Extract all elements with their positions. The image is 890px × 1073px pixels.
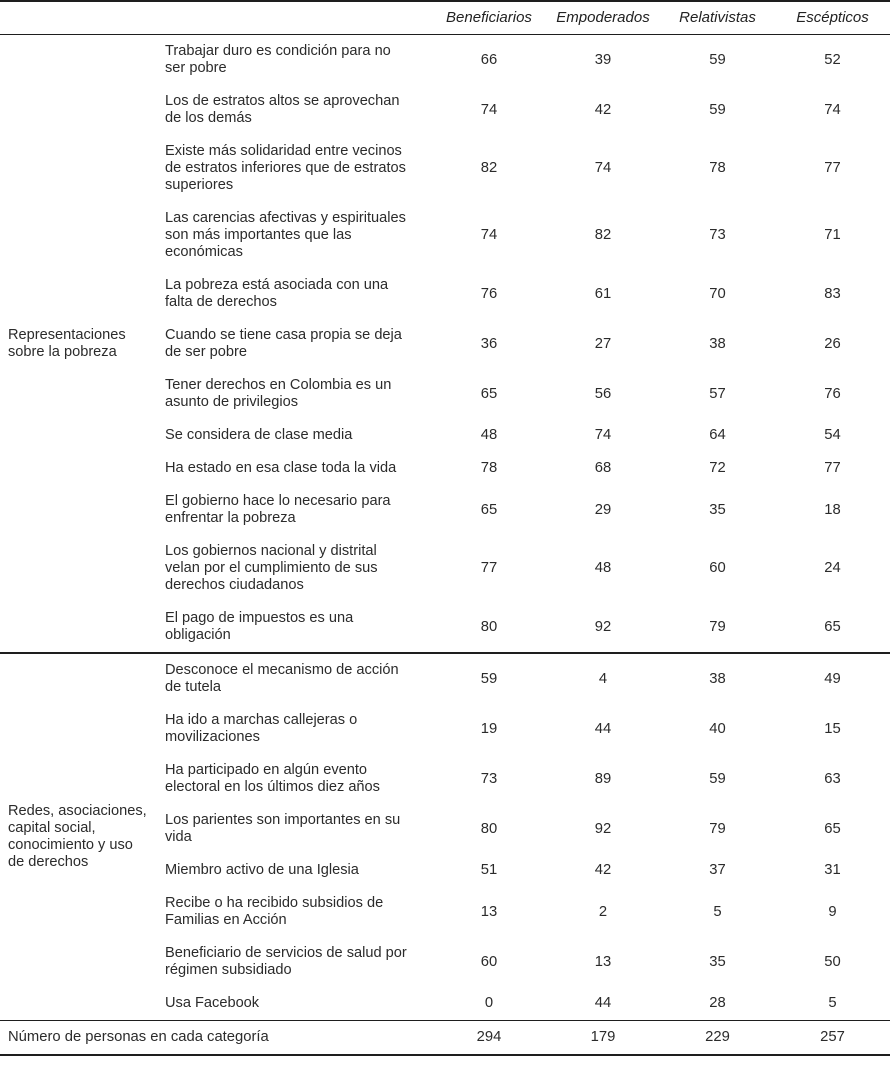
value-cell: 78 [709, 160, 726, 176]
value-cell: 0 [484, 995, 494, 1011]
row-label: Usa Facebook [165, 995, 260, 1011]
value-cell: 65 [480, 501, 498, 518]
value-cell: 77 [480, 560, 498, 576]
value-cell: 27 [594, 335, 612, 352]
value-cell: 78 [480, 460, 498, 476]
footer-label: Número de personas en cada categoría [0, 1021, 432, 1056]
row-label: El pago de impuestos es una obligación [165, 610, 354, 643]
row-label: Los de estratos altos se aprovechan de los demás [165, 93, 400, 126]
footer-value-cell: 294 [432, 1021, 546, 1056]
value-cell: 42 [594, 862, 612, 878]
value-cell: 60 [480, 953, 498, 970]
section-representaciones [0, 35, 890, 654]
value-cell: 57 [709, 385, 726, 402]
value-cell: 52 [824, 51, 841, 68]
value-cell: 74 [594, 160, 612, 176]
value-cell: 60 [709, 560, 726, 576]
header-spacer-item [160, 1, 432, 35]
value-cell: 77 [824, 160, 841, 176]
value-cell: 77 [824, 460, 841, 476]
value-cell: 13 [594, 953, 612, 970]
value-cell: 28 [709, 995, 726, 1011]
table-header [0, 1, 890, 35]
row-label: Recibe o ha recibido subsidios de Familias en Acción [165, 895, 384, 928]
value-cell: 49 [775, 653, 890, 704]
value-cell: 9 [828, 903, 837, 920]
value-cell: 65 [824, 820, 841, 837]
row-label: Los parientes son importantes en su vida [165, 812, 401, 845]
value-cell: 26 [824, 335, 841, 352]
row-label: Beneficiario de servicios de salud por régimen subsidiado [165, 945, 407, 978]
value-cell: 50 [824, 953, 841, 970]
value-cell: 82 [480, 160, 498, 176]
value-cell: 74 [594, 427, 612, 443]
value-cell: 35 [709, 501, 726, 518]
section-redes [0, 653, 890, 1021]
column-header-beneficiarios: Beneficiarios [432, 1, 546, 35]
footer-value-cell: 179 [546, 1021, 660, 1056]
value-cell: 65 [480, 385, 498, 402]
row-label: Tener derechos en Colombia es un asunto de privilegios [165, 377, 392, 410]
value-cell: 44 [594, 720, 612, 737]
value-cell: 29 [594, 501, 612, 518]
row-label: Miembro activo de una Iglesia [165, 862, 359, 878]
footer-value-cell: 257 [775, 1021, 890, 1056]
table-row [0, 35, 890, 86]
value-cell: 76 [480, 285, 498, 302]
table-footer [0, 1021, 890, 1056]
value-cell: 2 [598, 903, 608, 920]
value-cell: 74 [824, 101, 841, 118]
value-cell: 54 [824, 427, 841, 443]
value-cell: 74 [480, 101, 498, 118]
value-cell: 79 [709, 618, 726, 635]
value-cell: 83 [824, 285, 841, 302]
row-label: Se considera de clase media [165, 427, 353, 443]
value-cell: 39 [594, 51, 612, 68]
header-spacer-category [0, 1, 160, 35]
value-cell: 73 [709, 227, 726, 243]
table-row [0, 653, 890, 704]
value-cell: 64 [709, 427, 726, 443]
row-label: Trabajar duro es condición para no ser pobre [165, 43, 391, 76]
value-cell: 42 [594, 101, 612, 118]
value-cell: 92 [594, 618, 612, 635]
value-cell: 48 [594, 560, 612, 576]
footer-value-cell: 229 [660, 1021, 775, 1056]
value-cell: 13 [480, 903, 498, 920]
value-cell: 31 [824, 862, 841, 878]
value-cell: 71 [824, 227, 841, 243]
value-cell: 73 [480, 770, 498, 787]
value-cell: 79 [709, 820, 726, 837]
value-cell: 56 [594, 385, 612, 402]
value-cell: 37 [709, 862, 726, 878]
value-cell: 80 [480, 820, 498, 837]
value-cell: 38 [709, 335, 726, 352]
value-cell: 70 [709, 285, 726, 302]
value-cell: 24 [824, 560, 841, 576]
value-cell: 74 [480, 227, 498, 243]
value-cell: 89 [594, 770, 612, 787]
value-cell: 44 [594, 995, 612, 1011]
value-cell: 59 [709, 770, 726, 787]
section-label: Representaciones sobre la pobreza [8, 326, 126, 360]
value-cell: 76 [824, 385, 841, 402]
value-cell: 51 [480, 862, 498, 878]
row-label: La pobreza está asociada con una falta de derechos [165, 277, 389, 310]
value-cell: 80 [480, 618, 498, 635]
value-cell: 61 [594, 285, 612, 302]
value-cell: 35 [709, 953, 726, 970]
value-cell: 36 [480, 335, 498, 352]
value-cell: 72 [709, 460, 726, 476]
value-cell: 48 [480, 427, 498, 443]
footer-row [0, 1021, 890, 1056]
value-cell: 4 [546, 653, 660, 704]
row-label: Ha participado en algún evento electoral en los últimos diez años [165, 762, 380, 795]
row-label: Desconoce el mecanismo de acción de tutela [160, 653, 432, 704]
value-cell: 15 [824, 720, 841, 737]
header-row [0, 1, 890, 35]
value-cell: 82 [594, 227, 612, 243]
row-label: El gobierno hace lo necesario para enfrentar la pobreza [165, 493, 391, 526]
row-label: Existe más solidaridad entre vecinos de estratos inferiores que de estratos superiores [165, 143, 406, 193]
value-cell: 5 [713, 903, 722, 920]
value-cell: 19 [480, 720, 498, 737]
value-cell: 59 [709, 51, 726, 68]
value-cell: 40 [709, 720, 726, 737]
row-label: Cuando se tiene casa propia se deja de ser pobre [165, 327, 402, 360]
column-header-relativistas: Relativistas [660, 1, 775, 35]
row-label: Ha ido a marchas callejeras o movilizaciones [165, 712, 358, 745]
value-cell: 59 [709, 101, 726, 118]
value-cell: 18 [824, 501, 841, 518]
row-label: Ha estado en esa clase toda la vida [165, 460, 397, 476]
value-cell: 65 [824, 618, 841, 635]
value-cell: 92 [594, 820, 612, 837]
row-label: Las carencias afectivas y espirituales son más importantes que las económicas [165, 210, 406, 260]
section-label: Redes, asociaciones, capital social, conocimiento y uso de derechos [0, 653, 160, 1021]
value-cell: 5 [828, 995, 837, 1011]
value-cell: 68 [594, 460, 612, 476]
value-cell: 66 [480, 51, 498, 68]
value-cell: 38 [660, 653, 775, 704]
value-cell: 63 [824, 770, 841, 787]
column-header-empoderados: Empoderados [546, 1, 660, 35]
row-label: Los gobiernos nacional y distrital velan por el cumplimiento de sus derechos ciudadanos [165, 543, 378, 593]
value-cell: 59 [432, 653, 546, 704]
column-header-escepticos: Escépticos [775, 1, 890, 35]
